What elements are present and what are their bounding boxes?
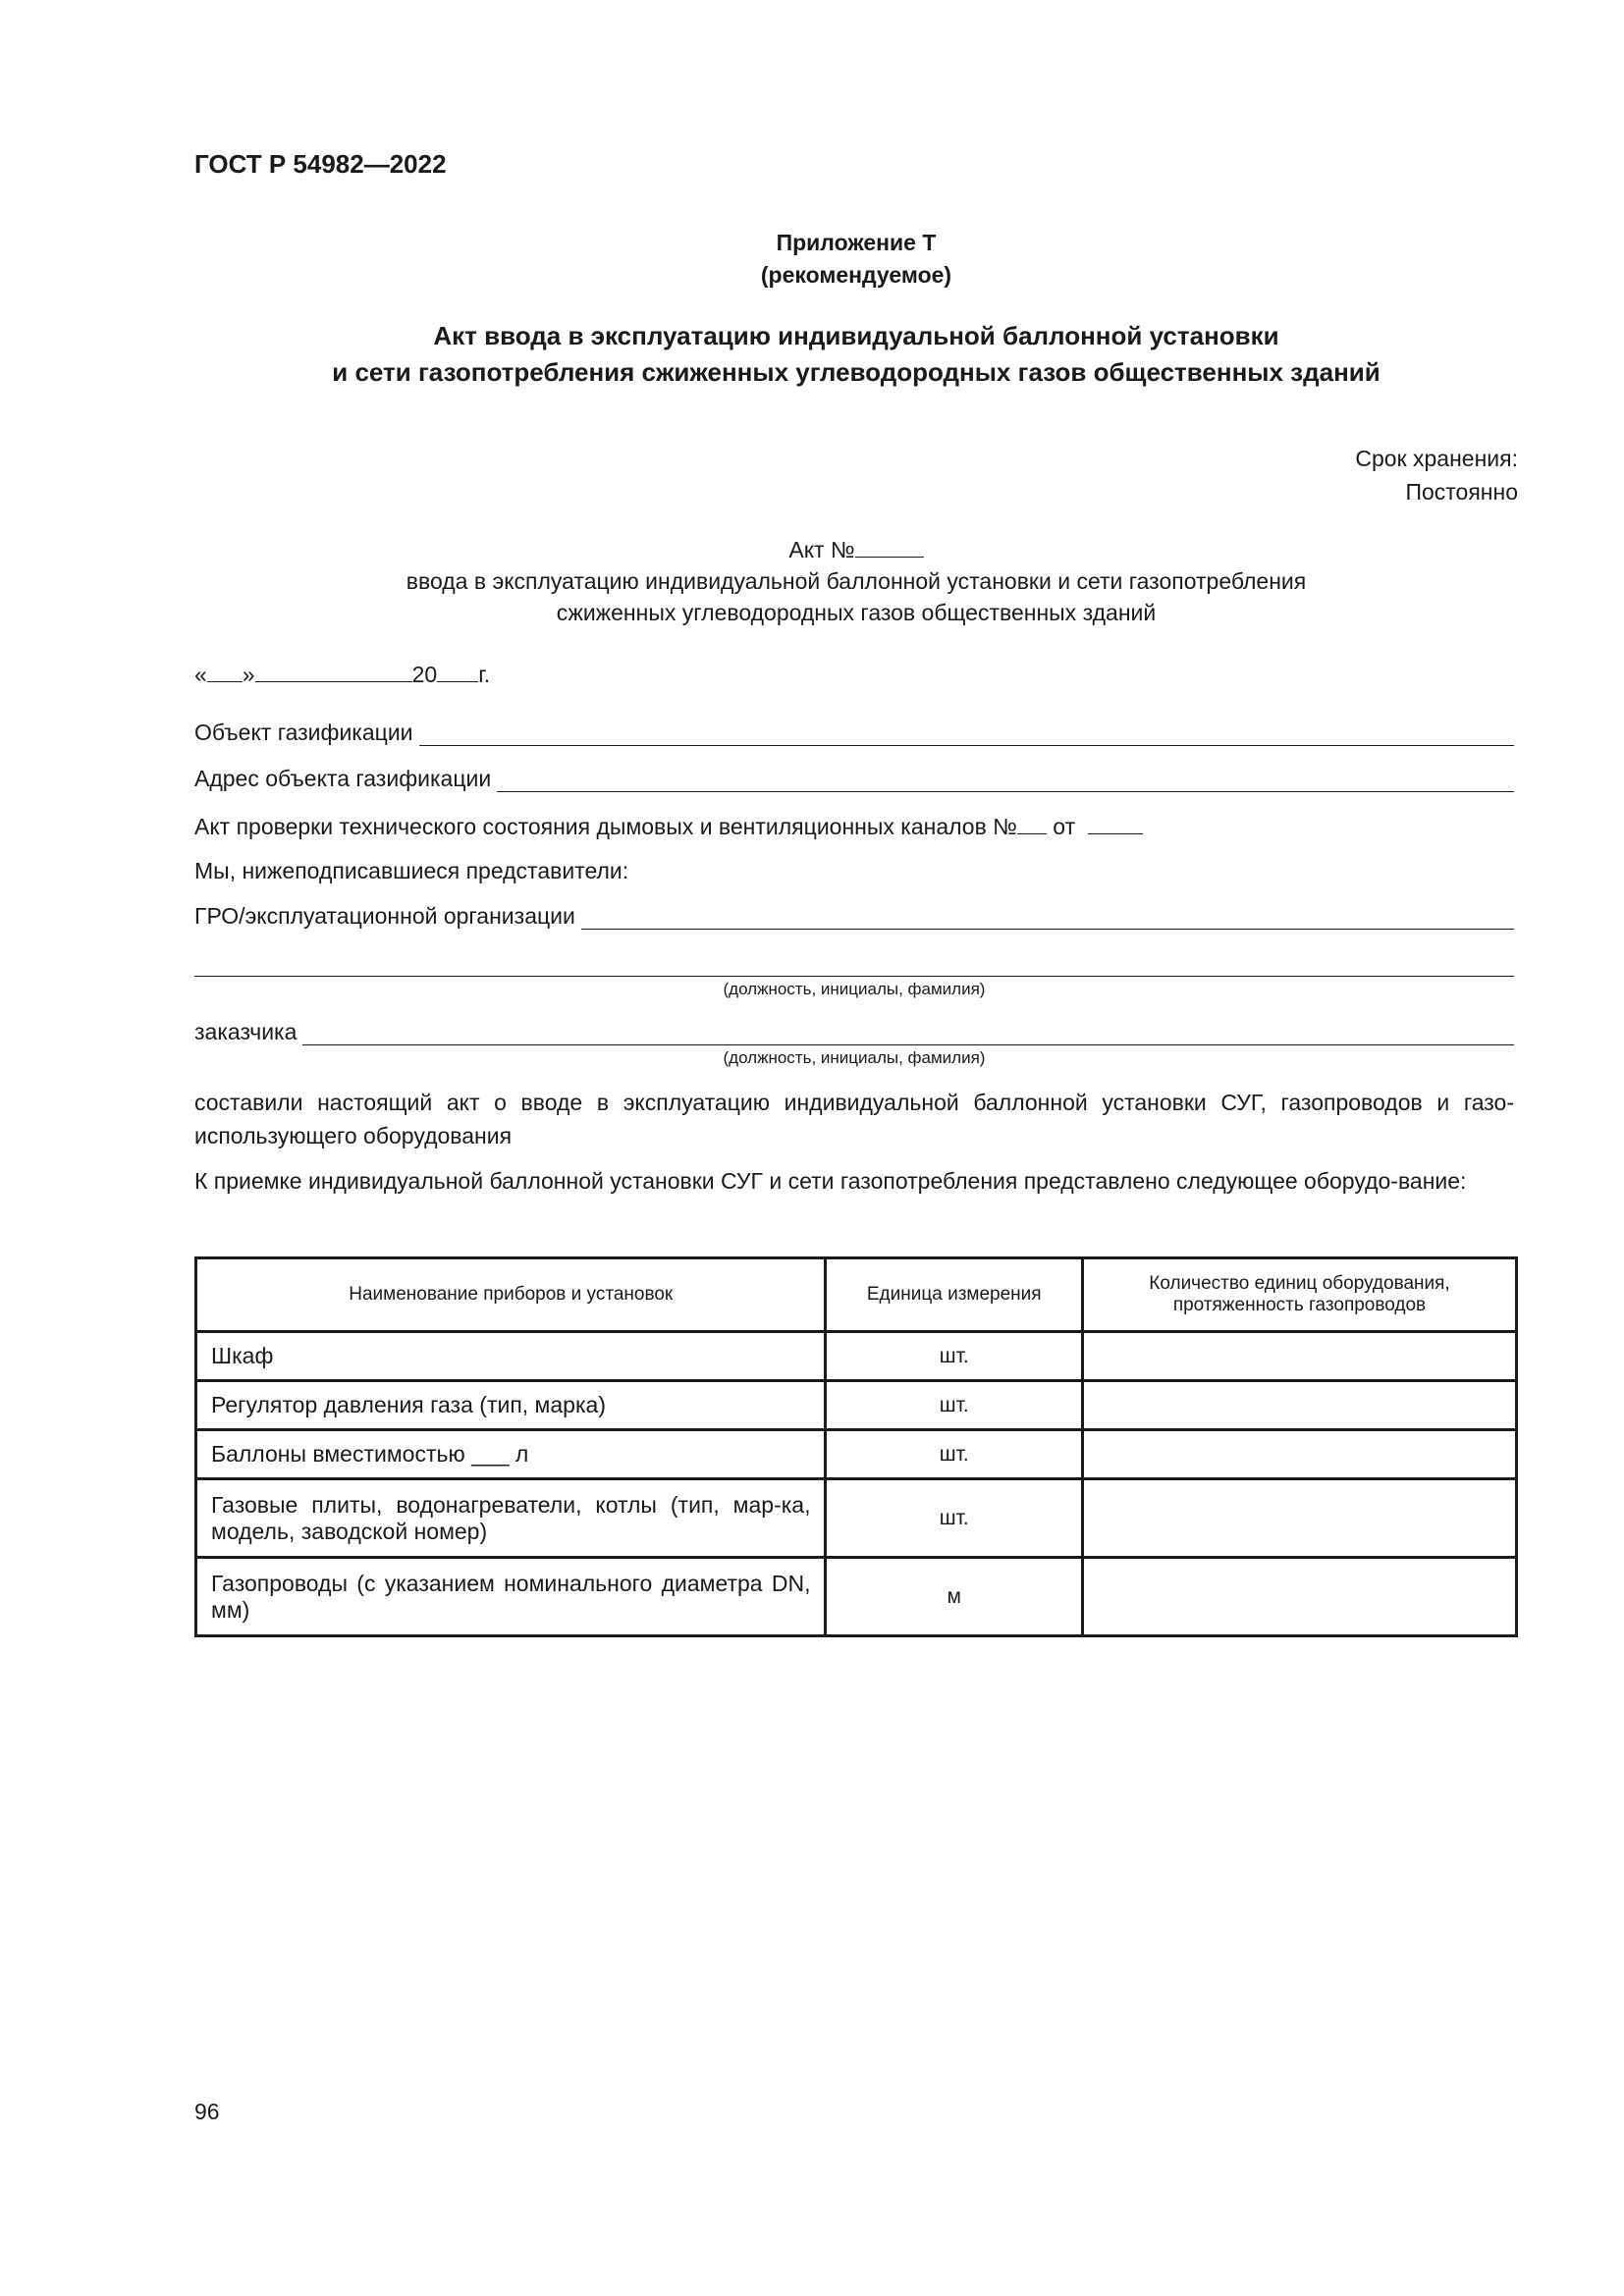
customer-position-caption: (должность, инициалы, фамилия) bbox=[723, 1048, 986, 1067]
date-year-blank[interactable] bbox=[437, 660, 478, 682]
act-number-line bbox=[194, 534, 1518, 565]
gro-position-caption: (должность, инициалы, фамилия) bbox=[723, 980, 986, 998]
row-equipment-name: Газовые плиты, водонагреватели, котлы (тип, мар-ка, модель, заводской номер) bbox=[196, 1479, 826, 1558]
table-row bbox=[196, 1430, 1517, 1479]
row-quantity-cell[interactable] bbox=[1082, 1332, 1516, 1381]
customer-input-line[interactable] bbox=[302, 1023, 1514, 1045]
address-field bbox=[194, 766, 1514, 792]
equipment-table bbox=[194, 1256, 1518, 1637]
date-month-blank[interactable] bbox=[255, 660, 412, 682]
annex-status: (рекомендуемое) bbox=[760, 262, 952, 288]
annex-heading bbox=[194, 227, 1518, 292]
inspection-act-field bbox=[194, 812, 1143, 840]
act-heading bbox=[194, 534, 1518, 628]
gro-position-input-line[interactable] bbox=[194, 954, 1514, 977]
gro-position-field bbox=[194, 954, 1514, 977]
page-number: 96 bbox=[194, 2099, 220, 2124]
customer-field bbox=[194, 1019, 1514, 1045]
row-unit: м bbox=[826, 1558, 1083, 1636]
header-quantity: Количество единиц оборудования, протяженность газопроводов bbox=[1082, 1258, 1516, 1332]
document-title bbox=[194, 318, 1518, 391]
object-label: Объект газификации bbox=[194, 720, 413, 745]
row-unit: шт. bbox=[826, 1479, 1083, 1558]
act-number-label: Акт № bbox=[788, 537, 855, 562]
row-quantity-cell[interactable] bbox=[1082, 1381, 1516, 1430]
annex-title: Приложение Т bbox=[776, 230, 937, 255]
signatories-intro: Мы, нижеподписавшиеся представители: bbox=[194, 858, 629, 883]
row-equipment-name: Регулятор давления газа (тип, марка) bbox=[196, 1381, 826, 1430]
address-label: Адрес объекта газификации bbox=[194, 766, 492, 791]
paragraph-equipment-intro: К приемке индивидуальной баллонной установки СУГ и сети газопотребления представлено следующее оборудо-вание: bbox=[194, 1168, 1467, 1194]
object-input-line[interactable] bbox=[419, 723, 1514, 746]
row-equipment-name: Газопроводы (с указанием номинального диаметра DN, мм) bbox=[196, 1558, 826, 1636]
table-row bbox=[196, 1381, 1517, 1430]
header-equipment-name: Наименование приборов и установок bbox=[196, 1258, 826, 1332]
gro-input-line[interactable] bbox=[581, 907, 1514, 930]
customer-label: заказчика bbox=[194, 1019, 298, 1044]
inspection-date-blank[interactable] bbox=[1088, 812, 1143, 834]
row-quantity-cell[interactable] bbox=[1082, 1430, 1516, 1479]
gro-label: ГРО/эксплуатационной организации bbox=[194, 903, 575, 929]
address-input-line[interactable] bbox=[497, 770, 1514, 792]
row-unit: шт. bbox=[826, 1332, 1083, 1381]
inspection-from-label: от bbox=[1053, 814, 1076, 839]
title-line-1: Акт ввода в эксплуатацию индивидуальной баллонной установки bbox=[433, 321, 1279, 350]
storage-label: Срок хранения: bbox=[1355, 446, 1518, 471]
row-unit: шт. bbox=[826, 1381, 1083, 1430]
act-line-2: ввода в эксплуатацию индивидуальной баллонной установки и сети газопотребления bbox=[406, 568, 1307, 594]
standard-code: ГОСТ Р 54982—2022 bbox=[194, 149, 447, 179]
row-equipment-name: Шкаф bbox=[196, 1332, 826, 1381]
header-unit: Единица измерения bbox=[826, 1258, 1083, 1332]
storage-period bbox=[1355, 442, 1518, 508]
date-day-blank[interactable] bbox=[207, 660, 243, 682]
date-line: « » 20 г. bbox=[194, 662, 491, 687]
inspection-act-label: Акт проверки технического состояния дымовых и вентиляционных каналов № bbox=[194, 814, 1017, 839]
table-row bbox=[196, 1479, 1517, 1558]
table-row bbox=[196, 1332, 1517, 1381]
table-header-row bbox=[196, 1258, 1517, 1332]
storage-value: Постоянно bbox=[1405, 479, 1518, 505]
row-quantity-cell[interactable] bbox=[1082, 1558, 1516, 1636]
inspection-number-blank[interactable] bbox=[1017, 812, 1047, 834]
gro-field bbox=[194, 903, 1514, 930]
object-field bbox=[194, 720, 1514, 746]
table-row bbox=[196, 1558, 1517, 1636]
row-unit: шт. bbox=[826, 1430, 1083, 1479]
row-quantity-cell[interactable] bbox=[1082, 1479, 1516, 1558]
act-line-3: сжиженных углеводородных газов общественных зданий bbox=[556, 600, 1157, 625]
row-equipment-name: Баллоны вместимостью ___ л bbox=[196, 1430, 826, 1479]
act-number-blank[interactable] bbox=[855, 535, 924, 558]
title-line-2: и сети газопотребления сжиженных углеводородных газов общественных зданий bbox=[332, 357, 1380, 387]
paragraph-act-composed: составили настоящий акт о вводе в эксплуатацию индивидуальной баллонной установки СУГ, газопроводов и газо-использующего оборудования bbox=[194, 1090, 1514, 1148]
